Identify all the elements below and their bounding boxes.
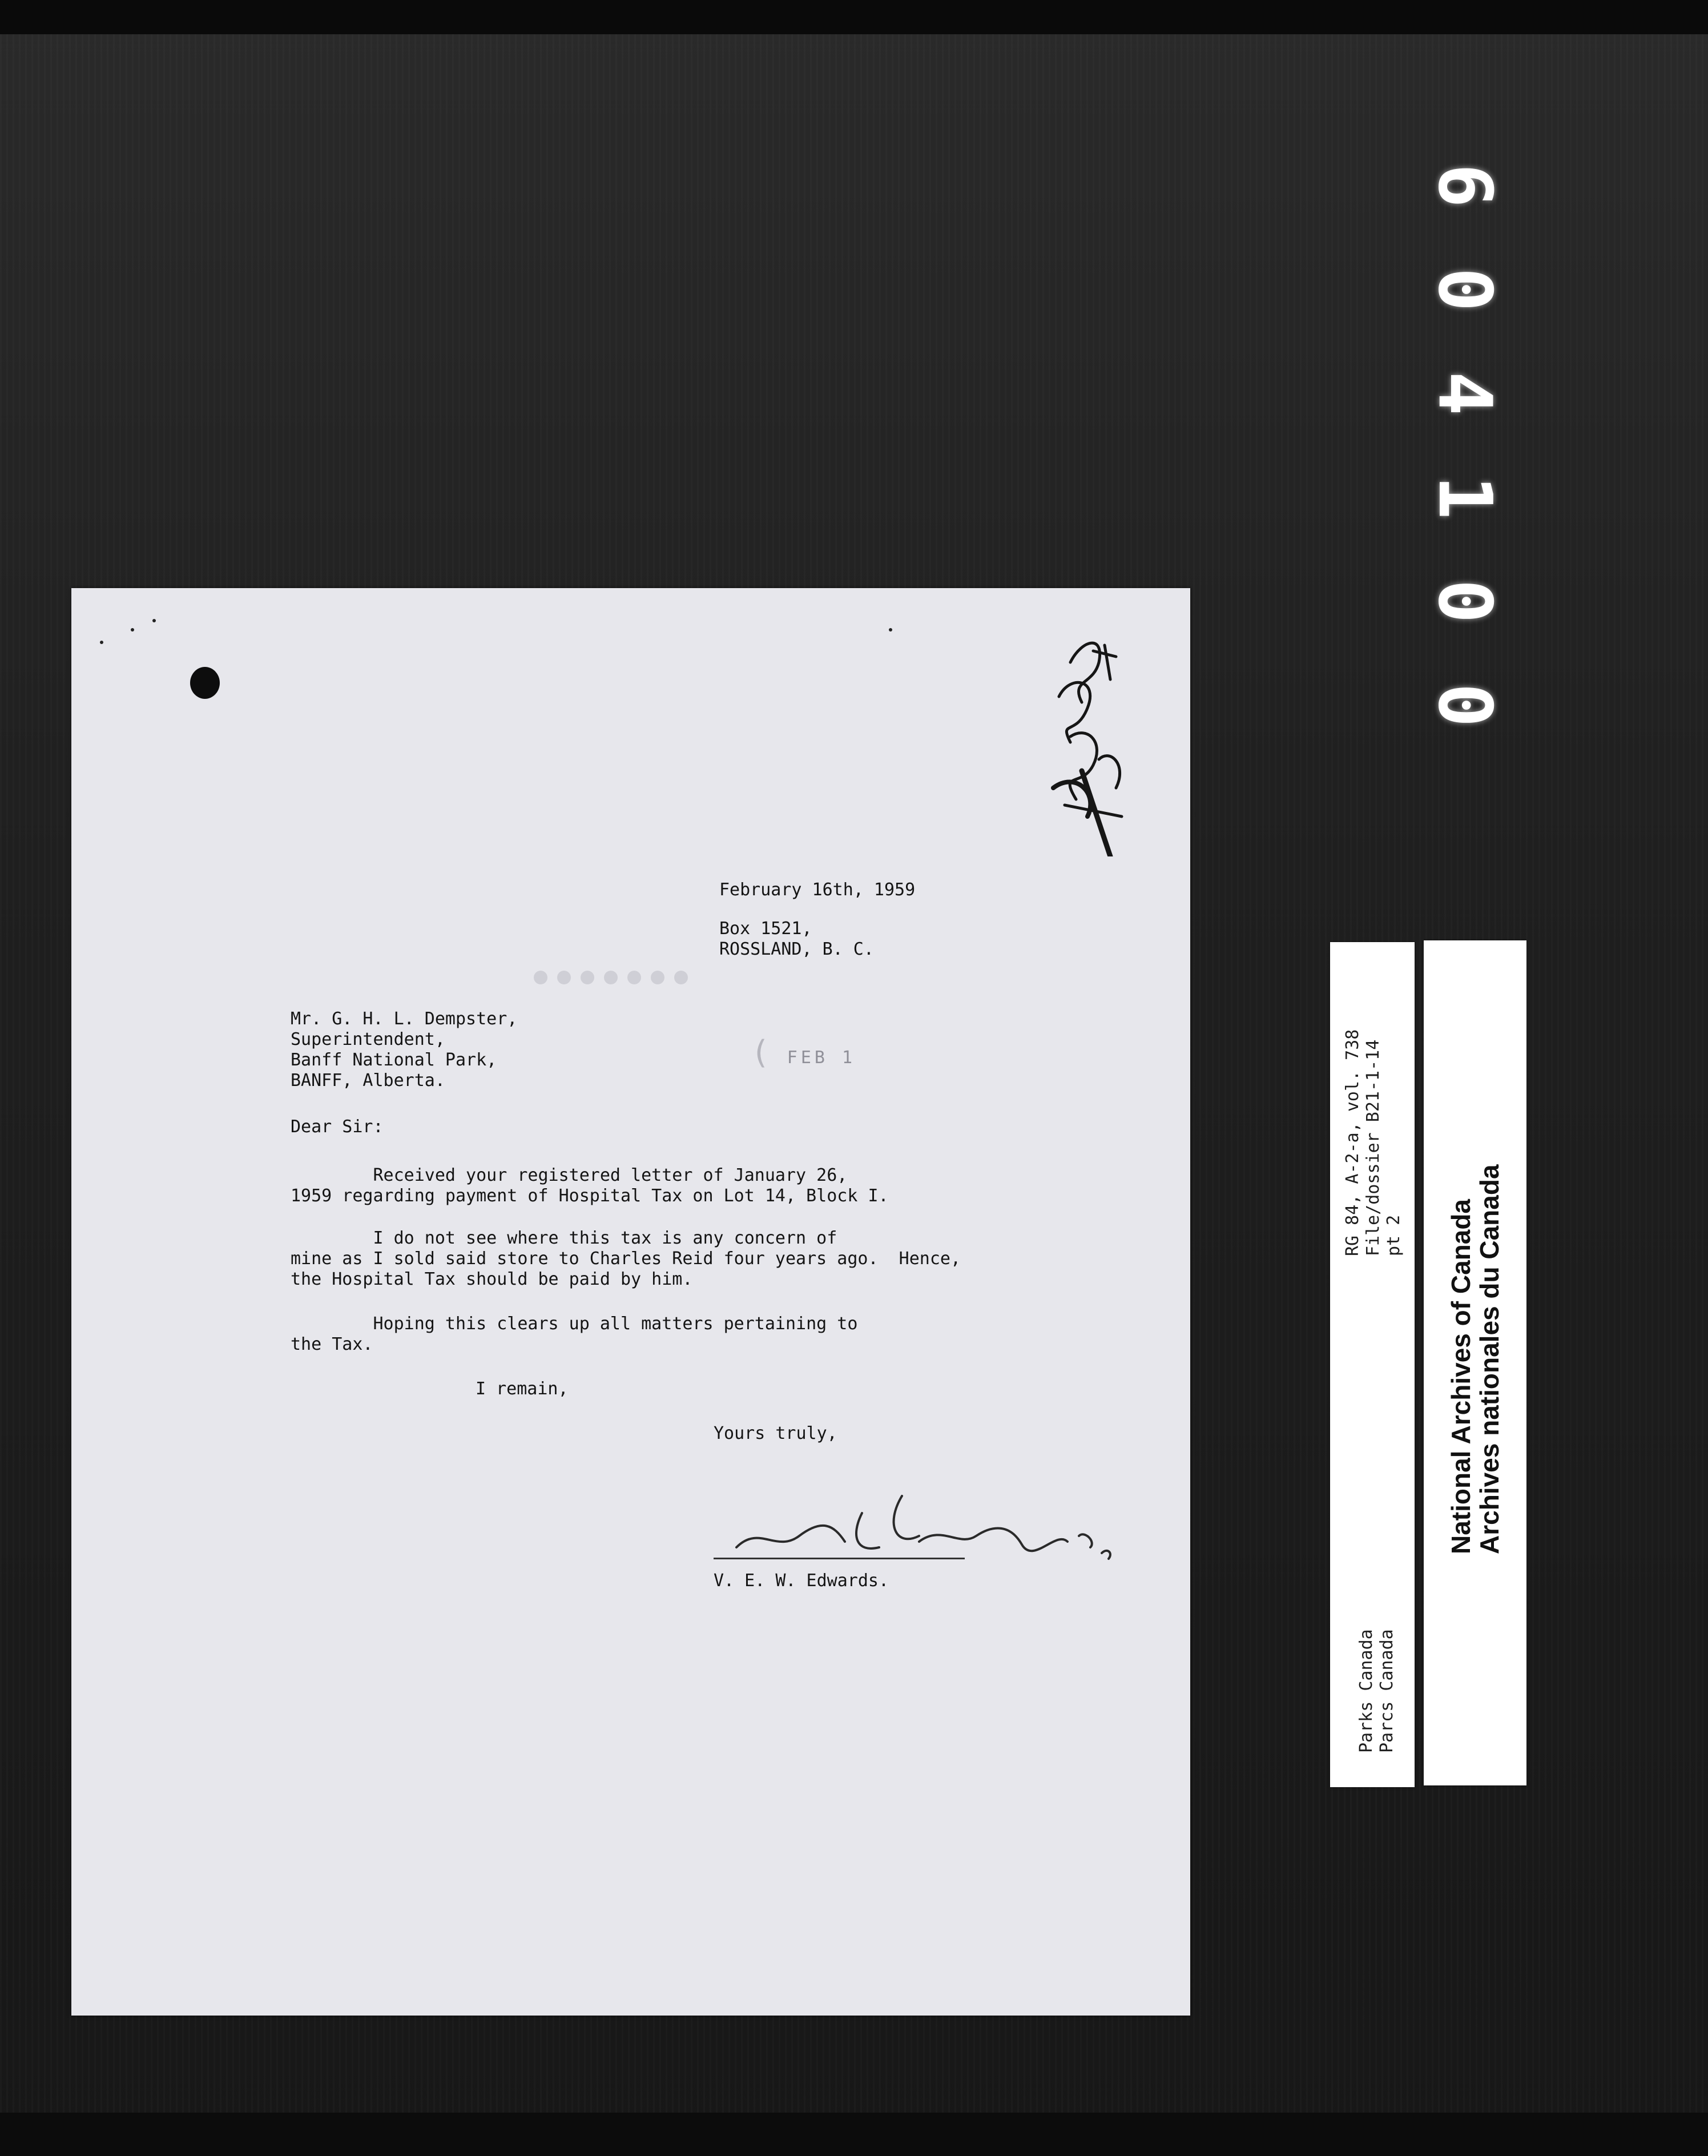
frame-number <box>1422 154 1507 737</box>
received-date-stamp: ( FEB 1 <box>751 1034 856 1071</box>
agency-line: Parks Canada <box>1356 1629 1376 1753</box>
closing: Yours truly, <box>714 1423 837 1443</box>
frame-number-digit: 0 <box>1422 683 1507 727</box>
signature-line <box>714 1558 965 1559</box>
embossed-seal-dots <box>534 968 739 984</box>
frame-number-digit: 6 <box>1422 163 1507 208</box>
reference-line: pt 2 <box>1384 1214 1404 1256</box>
handwritten-file-annotation <box>1036 628 1145 856</box>
frame-number-digit: 4 <box>1422 371 1507 416</box>
body-line: Hoping this clears up all matters pertaining to <box>291 1314 858 1334</box>
recipient-title: Superintendent, <box>291 1029 445 1049</box>
letter-date: February 16th, 1959 <box>719 880 916 900</box>
agency-line: Parcs Canada <box>1377 1629 1397 1753</box>
letter-page <box>71 588 1190 2016</box>
speck <box>889 628 892 631</box>
body-line: I do not see where this tax is any concern of <box>291 1228 837 1248</box>
body-line: Received your registered letter of January 26, <box>291 1165 848 1185</box>
body-line: the Hospital Tax should be paid by him. <box>291 1269 693 1289</box>
sender-city: ROSSLAND, B. C. <box>719 939 874 959</box>
agency-label <box>1356 1629 1397 1753</box>
body-line: mine as I sold said store to Charles Reid four years ago. Hence, <box>291 1249 961 1269</box>
institution-line: National Archives of Canada <box>1446 1198 1476 1554</box>
recipient-organization: Banff National Park, <box>291 1050 497 1070</box>
archive-reference-card <box>1330 942 1415 1787</box>
handwritten-signature <box>714 1490 1125 1564</box>
frame-number-digit: 0 <box>1422 579 1507 624</box>
signature-name: V. E. W. Edwards. <box>714 1571 889 1591</box>
closing-remain: I remain, <box>476 1379 569 1399</box>
archive-reference <box>1343 1029 1404 1256</box>
archive-institution-card <box>1424 940 1526 1785</box>
sender-box: Box 1521, <box>719 919 812 939</box>
institution-line: Archives nationales du Canada <box>1475 1164 1504 1554</box>
speck <box>152 619 156 622</box>
institution-label <box>1447 1164 1504 1554</box>
speck <box>131 628 134 631</box>
recipient-name: Mr. G. H. L. Dempster, <box>291 1009 518 1029</box>
frame-number-digit: 0 <box>1422 267 1507 312</box>
body-line: the Tax. <box>291 1334 373 1354</box>
recipient-city: BANFF, Alberta. <box>291 1071 445 1091</box>
film-top-edge <box>0 0 1708 34</box>
reference-line: RG 84, A-2-a, vol. 738 <box>1343 1029 1363 1256</box>
body-line: 1959 regarding payment of Hospital Tax on Lot 14, Block I. <box>291 1186 889 1206</box>
speck <box>100 641 103 644</box>
punch-hole <box>190 667 220 699</box>
salutation: Dear Sir: <box>291 1117 384 1137</box>
reference-line: File/dossier B21-1-14 <box>1363 1039 1383 1256</box>
frame-number-digit: 1 <box>1422 475 1507 520</box>
received-stamp-text: FEB 1 <box>787 1048 856 1068</box>
film-bottom-edge <box>0 2113 1708 2156</box>
